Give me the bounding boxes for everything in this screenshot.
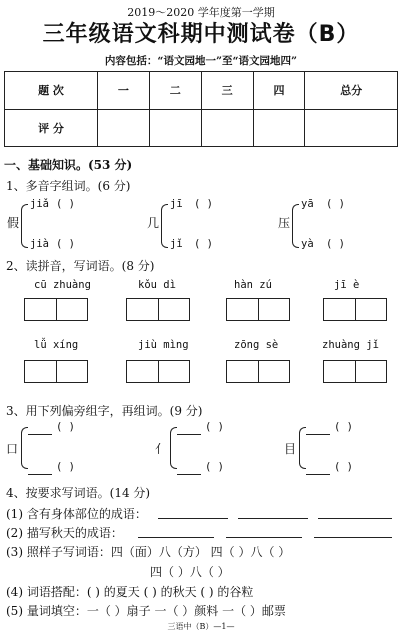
answer-blank[interactable]: ( ) [56, 461, 75, 473]
brace [21, 427, 28, 469]
char-blank[interactable] [306, 474, 330, 475]
section-heading: 一、基础知识。(53 分) [4, 158, 133, 172]
writing-grid[interactable] [226, 298, 290, 321]
score-table-score-row [5, 109, 398, 147]
char-blank[interactable] [306, 434, 330, 435]
answer-blank[interactable]: ( ) [205, 461, 224, 473]
polyphone-char: 压 [278, 216, 291, 230]
answer-blank[interactable]: ( ) [326, 238, 345, 250]
char-blank[interactable] [28, 434, 52, 435]
score-input-cell[interactable] [305, 109, 398, 147]
exam-scope: 内容包括：“语文园地一”至“语文园地四” [104, 55, 298, 67]
pinyin: yà [301, 238, 314, 250]
writing-grid[interactable] [323, 360, 387, 383]
answer-blank[interactable]: ( ) [334, 461, 353, 473]
question-4-3-continued: 四（ ）八（ ） [150, 565, 230, 579]
answer-blank[interactable]: ( ) [56, 198, 75, 210]
answer-line[interactable] [314, 537, 392, 538]
score-table-header-row [5, 72, 398, 110]
question-3-label: 3、用下列偏旁组字，再组词。(9 分) [6, 404, 203, 418]
answer-line[interactable] [318, 518, 392, 519]
exam-title: 三年级语文科期中测试卷（B） [42, 22, 360, 47]
score-cell: 题 次 [5, 72, 98, 110]
pinyin-prompt: cū zhuàng [34, 279, 91, 291]
brace [292, 204, 299, 248]
answer-blank[interactable]: ( ) [56, 421, 75, 433]
writing-grid[interactable] [126, 360, 190, 383]
score-input-cell[interactable] [149, 109, 201, 147]
radical: 口 [6, 442, 19, 456]
pinyin-prompt: jiù mìng [138, 339, 189, 351]
pinyin: jī [170, 198, 183, 210]
pinyin-prompt: zōng sè [234, 339, 279, 351]
pinyin-prompt: lǚ xíng [34, 339, 79, 351]
question-4-label: 4、按要求写词语。(14 分) [6, 486, 151, 500]
score-input-cell[interactable] [201, 109, 253, 147]
score-label: 评 分 [5, 109, 98, 147]
pinyin-prompt: zhuàng jǐ [322, 339, 379, 351]
polyphone-char: 假 [7, 216, 20, 230]
question-4-5: (5) 量词填空：一（ ）扇子 一（ ）颜料 一（ ）邮票 [6, 604, 286, 618]
writing-grid[interactable] [24, 360, 88, 383]
answer-blank[interactable]: ( ) [205, 421, 224, 433]
question-4-4: (4) 词语搭配：( ) 的夏天 ( ) 的秋天 ( ) 的谷粒 [6, 585, 254, 599]
answer-line[interactable] [226, 537, 302, 538]
answer-line[interactable] [138, 537, 214, 538]
brace [21, 204, 28, 248]
school-year: 2019～2020 学年度第一学期 [127, 6, 275, 19]
radical: 目 [284, 442, 297, 456]
pinyin: jǐ [170, 238, 183, 250]
polyphone-char: 几 [147, 216, 160, 230]
brace [299, 427, 306, 469]
score-cell: 四 [253, 72, 305, 110]
question-2-label: 2、读拼音，写词语。(8 分) [6, 259, 155, 273]
answer-blank[interactable]: ( ) [334, 421, 353, 433]
pinyin-prompt: hàn zú [234, 279, 272, 291]
writing-grid[interactable] [24, 298, 88, 321]
page-footer: 三语中（B）—1— [167, 622, 235, 631]
answer-line[interactable] [158, 518, 228, 519]
question-4-3: (3) 照样子写词语：四（面）八（方） 四（ ）八（ ） [6, 545, 291, 559]
answer-blank[interactable]: ( ) [194, 198, 213, 210]
char-blank[interactable] [177, 474, 201, 475]
writing-grid[interactable] [323, 298, 387, 321]
score-input-cell[interactable] [98, 109, 150, 147]
score-cell: 三 [201, 72, 253, 110]
score-cell: 一 [98, 72, 150, 110]
brace [170, 427, 177, 469]
question-4-1: (1) 含有身体部位的成语： [6, 507, 147, 521]
radical: 亻 [155, 442, 168, 456]
score-input-cell[interactable] [253, 109, 305, 147]
pinyin: yā [301, 198, 314, 210]
writing-grid[interactable] [226, 360, 290, 383]
answer-blank[interactable]: ( ) [56, 238, 75, 250]
answer-blank[interactable]: ( ) [194, 238, 213, 250]
pinyin: jiǎ [30, 198, 49, 210]
pinyin-prompt: jī è [334, 279, 360, 291]
question-1-label: 1、多音字组词。(6 分) [6, 179, 131, 193]
pinyin-prompt: kǒu dì [138, 279, 176, 291]
writing-grid[interactable] [126, 298, 190, 321]
answer-blank[interactable]: ( ) [326, 198, 345, 210]
char-blank[interactable] [28, 474, 52, 475]
pinyin: jià [30, 238, 49, 250]
brace [161, 204, 168, 248]
score-cell: 二 [149, 72, 201, 110]
score-table [4, 71, 398, 147]
score-cell: 总分 [305, 72, 398, 110]
answer-line[interactable] [238, 518, 308, 519]
char-blank[interactable] [177, 434, 201, 435]
question-4-2: (2) 描写秋天的成语： [6, 526, 123, 540]
